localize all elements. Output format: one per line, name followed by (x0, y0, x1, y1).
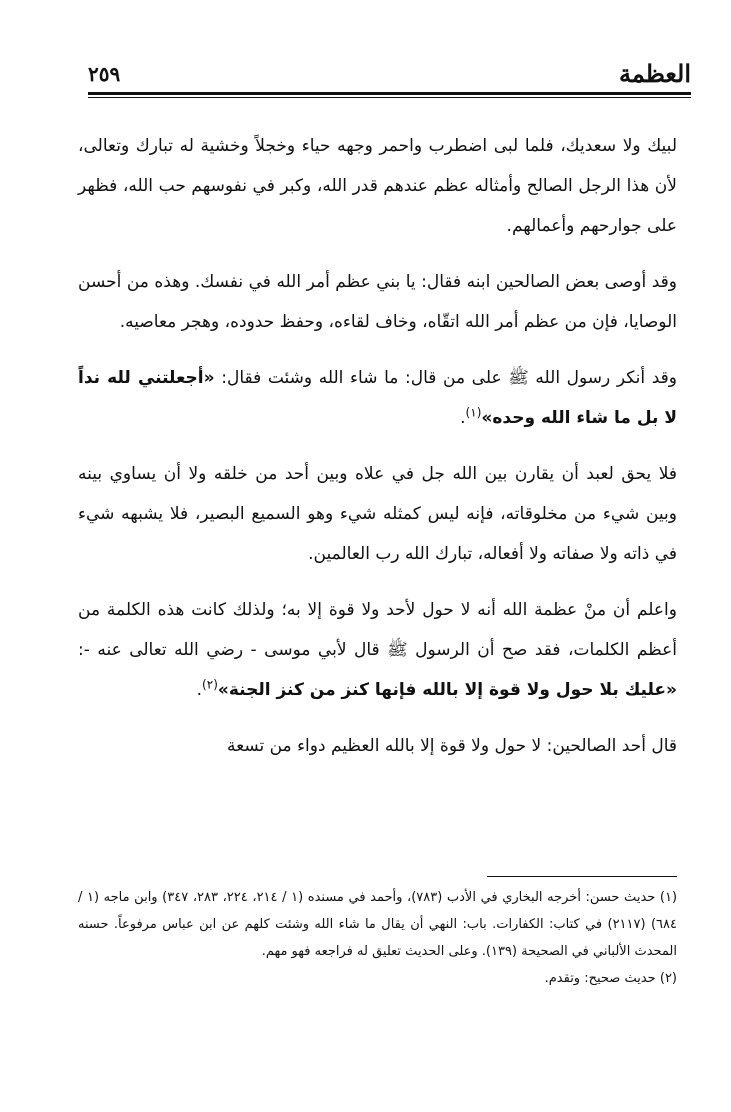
paragraph-text: وقد أوصى بعض الصالحين ابنه فقال: يا بني عظم أمر الله في نفسك. وهذه من أحسن الوصايا، فإن من عظم أمر الله اتقّاه، وخاف لقاءه، وحفظ حدوده، وهجر معاصيه. (78, 272, 677, 332)
footnote-ref-2: (٢) (202, 677, 218, 692)
paragraph-end: . (460, 408, 466, 428)
paragraph-4 (78, 454, 677, 574)
paragraph-5 (78, 590, 677, 710)
paragraph-end: . (196, 680, 203, 700)
header-rule-thin (88, 97, 691, 98)
hadith-quote: «عليك بلا حول ولا قوة إلا بالله فإنها كنز من كنز الجنة» (217, 680, 677, 700)
paragraph-text: واعلم أن منْ عظمة الله أنه لا حول لأحد ولا قوة إلا به؛ ولذلك كانت هذه الكلمة من أعظم الكلمات، فقد صح أن الرسول ﷺ قال لأبي موسى - رضي الله تعالى عنه -: (78, 600, 677, 660)
page-header (88, 58, 691, 92)
header-rule (88, 92, 691, 95)
paragraph-2 (78, 262, 677, 342)
paragraph-1 (78, 126, 677, 246)
paragraph-6 (78, 726, 677, 766)
running-title: العظمة (619, 59, 691, 88)
paragraph-3 (78, 358, 677, 438)
footnotes (78, 884, 677, 992)
page-number: ٢٥٩ (88, 62, 121, 86)
paragraph-text: فلا يحق لعبد أن يقارن بين الله جل في علاه وبين أحد من خلقه ولا أن يساوي بينه وبين شيء من مخلوقاته، فإنه ليس كمثله شيء وهو السميع البصير، فلا يشبهه شيء في ذاته ولا صفاته ولا أفعاله، تبارك الله رب العالمين. (78, 464, 677, 564)
paragraph-text: لبيك ولا سعديك، فلما لبى اضطرب واحمر وجهه حياء وخجلاً وخشية له تبارك وتعالى، لأن هذا الرجل الصالح وأمثاله عظم عندهم قدر الله، وكبر في نفوسهم حب الله، فظهر على جوارحهم وأعمالهم. (78, 136, 677, 236)
paragraph-text: قال أحد الصالحين: لا حول ولا قوة إلا بالله العظيم دواء من تسعة (227, 736, 677, 756)
paragraph-text: وقد أنكر رسول الله ﷺ على من قال: ما شاء الله وشئت فقال: (214, 368, 677, 388)
body-text (78, 126, 677, 782)
footnote-separator (487, 876, 677, 877)
footnote-1: (١) حديث حسن: أخرجه البخاري في الأدب (٧٨٣)، وأحمد في مسنده (١ / ٢١٤، ٢٢٤، ٢٨٣، ٣٤٧) وابن ماجه (١ / ٦٨٤) (٢١١٧) في كتاب: الكفارات. باب: النهي أن يقال ما شاء الله وشئت كلهم عن ابن عباس مرفوعاً. حسنه المحدث الألباني في الصحيحة (١٣٩). وعلى الحديث تعليق له فراجعه فهو مهم. (78, 890, 678, 959)
footnote-2: (٢) حديث صحيح: وتقدم. (544, 971, 677, 986)
footnote-ref-1: (١) (465, 405, 482, 420)
hadith-quote: «أجعلتني لله نداً لا بل ما شاء الله وحده» (78, 368, 677, 428)
